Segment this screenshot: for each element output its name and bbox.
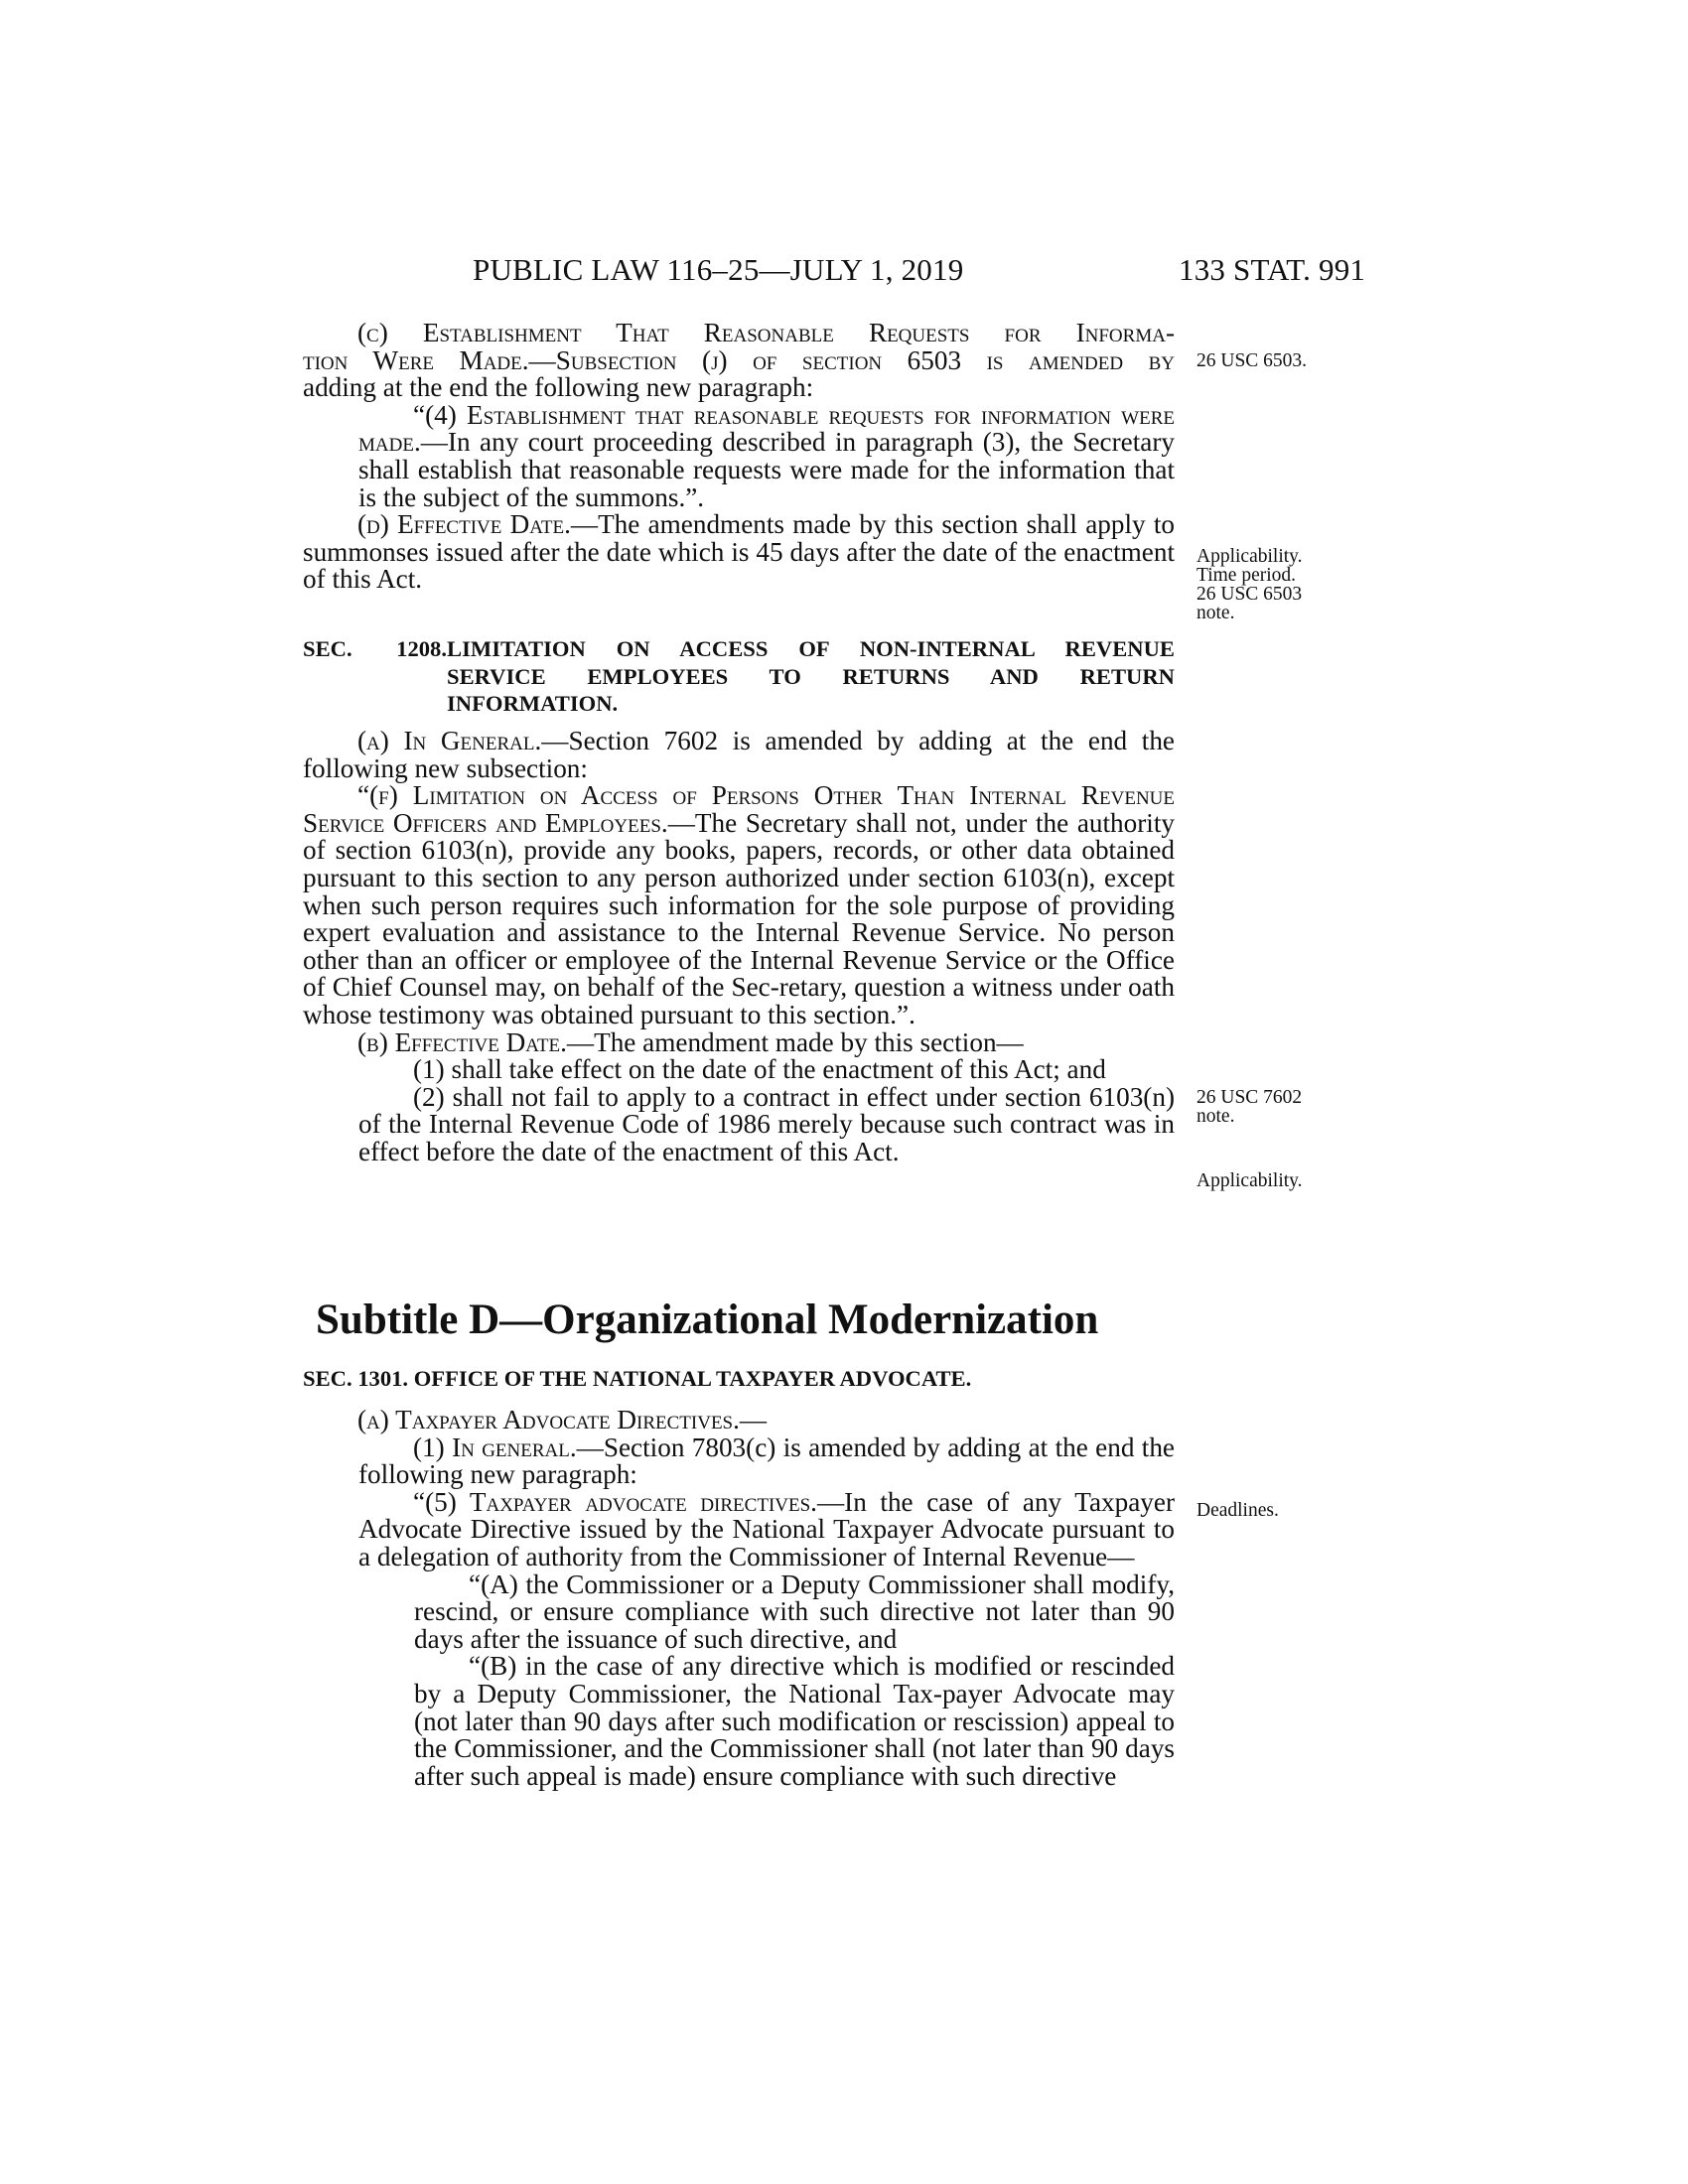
subsection-f-quoted: [303, 782, 1175, 1028]
section-1208-body: [303, 728, 1175, 1166]
margin-note-applicability-time-period: Applicability. Time period. 26 USC 6503 note.: [1196, 546, 1303, 623]
margin-note-deadlines: Deadlines.: [1196, 1500, 1279, 1521]
subsection-c: [303, 320, 1175, 594]
section-1208-number: SEC. 1208.: [303, 636, 447, 661]
section-1208-title-line3: INFORMATION.: [447, 691, 619, 717]
subsection-d-text: —The amendments made by this section shall apply to summonses issued after the date which is 45 days after the date of the enactment of this Act.: [303, 509, 1175, 595]
subsection-c-line3: adding at the end the following new paragraph:: [303, 372, 814, 403]
subsection-c-line2: tion Were Made.—Subsection (j) of section 6503 is amended by: [303, 344, 1175, 375]
running-header-left: PUBLIC LAW 116–25—JULY 1, 2019: [473, 252, 964, 287]
paragraph-1301-a1-text: —Section 7803(c) is amended by adding at the end the following new paragraph:: [358, 1432, 1175, 1490]
paragraph-b2: (2) shall not fail to apply to a contract in effect under section 6103(n) of the Internal Revenue Code of 1986 merely because such contract was in effect before the date of the enactment of this Act.: [358, 1081, 1175, 1166]
margin-note-applicability: Applicability.: [1196, 1170, 1303, 1191]
subsection-d: [303, 511, 1175, 594]
subsection-d-heading: (d) Effective Date.: [357, 509, 571, 540]
paragraph-1301-a1-heading: (1) In general.: [413, 1432, 577, 1462]
subsection-f-text: —The Secretary shall not, under the authority of section 6103(n), provide any books, papers, records, or other data obtained pursuant to this section to any person authorized under section 6103(n), except when such person requires such information for the sole purpose of providing expert evaluation and assistance to the Internal Revenue Service. No person other than an officer or employee of the Internal Revenue Service or the Office of Chief Counsel may, on behalf of the Sec-retary, question a witness under oath whose testimony was obtained pursuant to this section.”.: [303, 807, 1175, 1029]
subsection-c-line1: (c) Establishment That Reasonable Requests for Informa-: [357, 318, 1175, 347]
paragraph-b1: (1) shall take effect on the date of the enactment of this Act; and: [413, 1054, 1106, 1085]
subparagraph-A: “(A) the Commissioner or a Deputy Commissioner shall modify, rescind, or ensure compliance with such directive not later than 90 days after the issuance of such directive, and: [414, 1569, 1175, 1654]
paragraph-5-heading: “(5) Taxpayer advocate directives.: [413, 1486, 817, 1517]
paragraph-5-quoted: [303, 1486, 1175, 1571]
section-1208-title-line1: LIMITATION ON ACCESS OF NON-INTERNAL REVENUE: [447, 636, 1175, 661]
paragraph-4-text: —In any court proceeding described in paragraph (3), the Secretary shall establish that reasonable requests were made for the information that is the subject of the summons.”.: [358, 427, 1175, 512]
subparagraph-B: “(B) in the case of any directive which is modified or rescinded by a Deputy Commissioner, the National Tax-payer Advocate may (not later than 90 days after such modification or rescission) appeal to the Commissioner, and the Commissioner shall (not later than 90 days after such appeal is made) ensure compliance with such directive: [414, 1651, 1175, 1791]
subsection-1301-a-heading: (a) Taxpayer Advocate Directives.—: [357, 1405, 768, 1434]
paragraph-5-text: —In the case of any Taxpayer Advocate Directive issued by the National Taxpayer Advocate pursuant to a delegation of authority from the Commissioner of Internal Revenue—: [358, 1486, 1175, 1571]
subsection-1208-a: [303, 728, 1175, 782]
paragraph-4-heading: “(4) Establishment that reasonable requests for information were made.: [358, 399, 1175, 458]
subsection-1208-a-heading: (a) In General.: [357, 726, 542, 755]
section-1208-heading: [303, 635, 1175, 718]
section-1301-heading: SEC. 1301. OFFICE OF THE NATIONAL TAXPAYER ADVOCATE.: [303, 1366, 972, 1391]
subtitle-heading: Subtitle D—Organizational Modernization: [316, 1297, 1099, 1343]
section-1208-title-line2: SERVICE EMPLOYEES TO RETURNS AND RETURN: [447, 663, 1175, 689]
paragraph-1301-a1: [303, 1434, 1175, 1489]
margin-note-26usc7602: 26 USC 7602 note.: [1196, 1087, 1303, 1127]
paragraph-4-quoted: [303, 399, 1175, 512]
subsection-1208-b: [303, 1026, 1175, 1057]
subsection-1208-b-heading: (b) Effective Date.: [357, 1026, 567, 1057]
subsection-f-heading: “(f) Limitation on Access of Persons Other Than Internal Revenue Service Officers and Employees.: [303, 780, 1175, 838]
section-1301-body: [303, 1407, 1175, 1790]
running-header-page-number: 133 STAT. 991: [1179, 252, 1366, 287]
margin-note-26usc6503: 26 USC 6503.: [1196, 350, 1308, 371]
subsection-1208-b-text: —The amendment made by this section—: [566, 1026, 1024, 1057]
subsection-1208-a-text: —Section 7602 is amended by adding at the end the following new subsection:: [303, 726, 1175, 783]
